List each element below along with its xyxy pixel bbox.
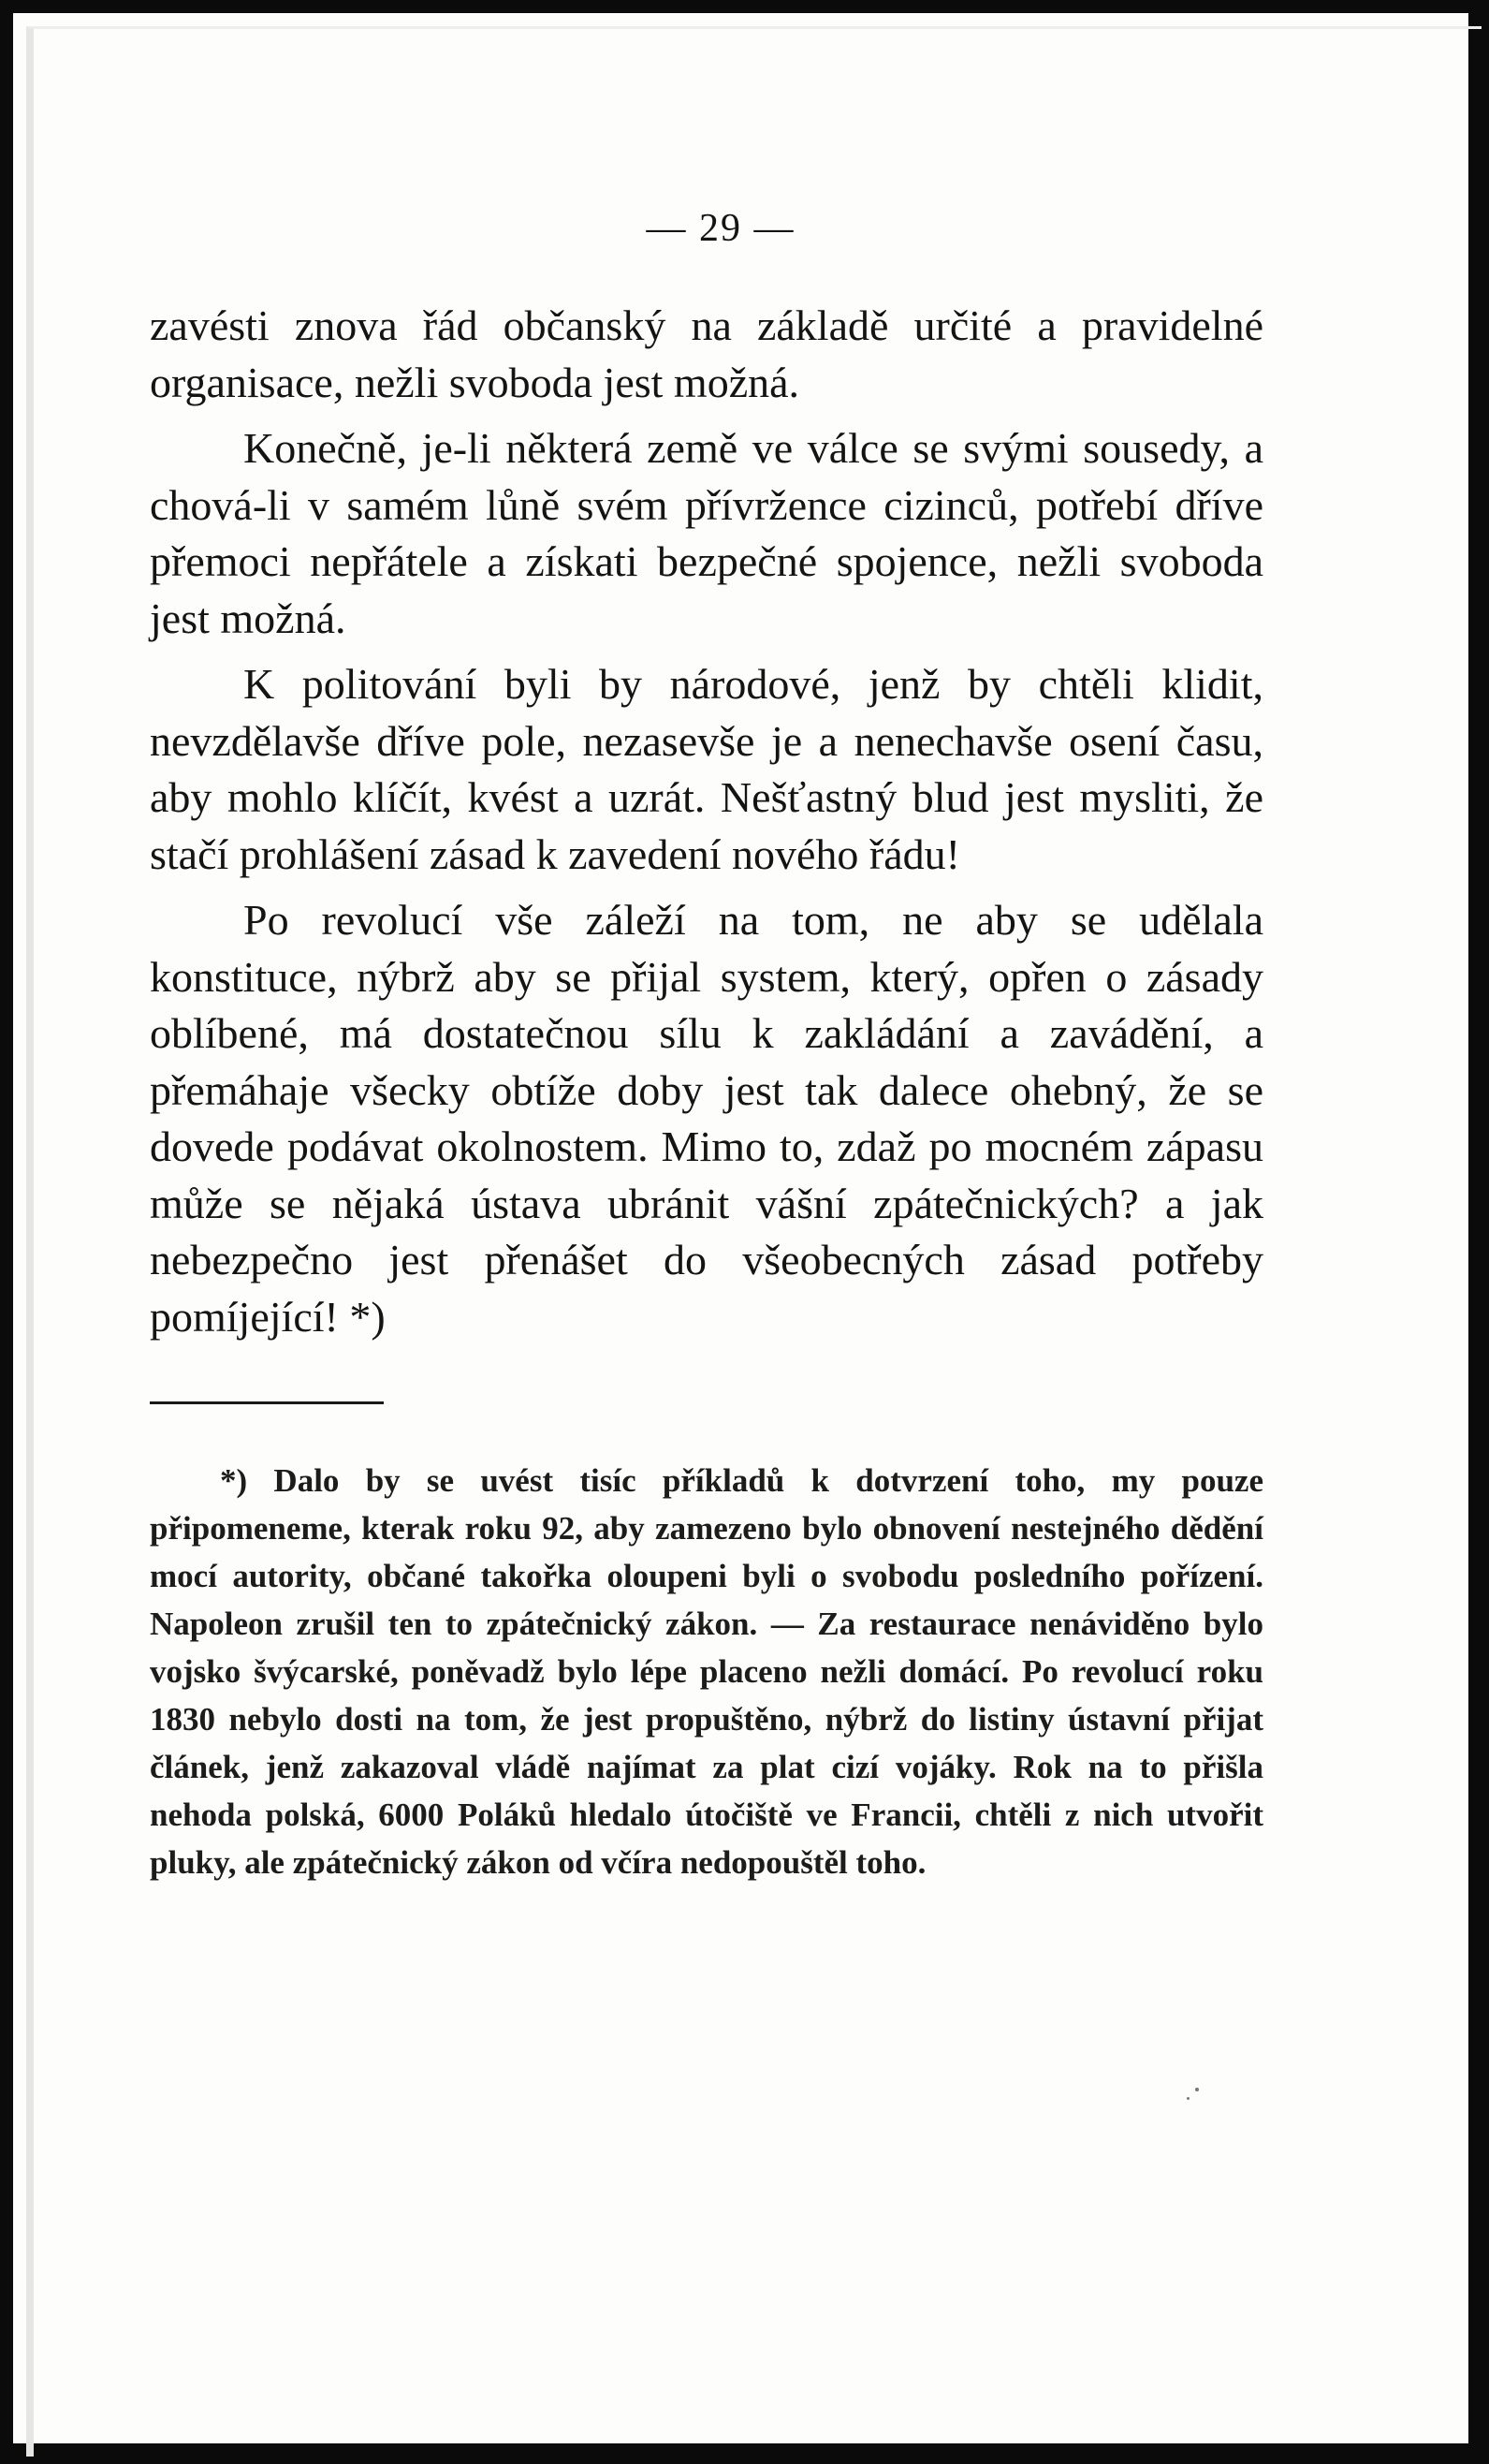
footnote-text: *) Dalo by se uvést tisíc příkladů k dotvrzení toho, my pouze připomeneme, kterak roku 92, aby zamezeno bylo obnovení nestejného dědění mocí autority, občané takořka oloupeni byli o svobodu posledního pořízení. Napoleon zrušil ten to zpátečnický zákon. — Za restaurace nenáviděno bylo vojsko švýcarské, poněvadž bylo lépe placeno nežli domácí. Po revolucí roku 1830 nebylo dosti na tom, že jest propuštěno, nýbrž do listiny ústavní přijat článek, jenž zakazoval vládě najímat za plat cizí vojáky. Rok na to přišla nehoda polská, 6000 Poláků hledalo útočiště ve Francii, chtěli z nich utvořit pluky, ale zpátečnický zákon od včíra nedopouštěl toho. — [150, 1462, 1263, 1881]
paragraph-4: Po revolucí vše záleží na tom, ne aby se udělala konstituce, nýbrž aby se přijal system, který, opřen o zásady oblíbené, má dostatečnou sílu k zakládání a zavádění, a přemáhaje všecky obtíže doby jest tak dalece ohebný, že se dovede podávat okolnostem. Mimo to, zdaž po mocném zápasu může se nějaká ústava ubránit vášní zpátečnických? a jak nebezpečno jest přenášet do všeobecných zásad potřeby pomíjející! *) — [150, 896, 1263, 1341]
body-text — [150, 298, 1263, 1345]
paragraph-3: K politování byli by národové, jenž by chtěli klidit, nevzdělavše dříve pole, nezasevše je a nenechavše osení času, aby mohlo klíčít, kvést a uzrát. Nešťastný blud jest mysliti, že stačí prohlášení zásad k zavedení nového řádu! — [150, 660, 1263, 878]
scan-speck — [1187, 2097, 1190, 2100]
page-number: — 29 — — [646, 207, 796, 250]
scan-speck — [1195, 2088, 1199, 2091]
paragraph-2: Konečně, je-li některá země ve válce se svými sousedy, a chová-li v samém lůně svém přívržence cizinců, potřebí dříve přemoci nepřátele a získati bezpečné spojence, nežli svoboda jest možná. — [150, 424, 1263, 642]
paragraph-1: zavésti znova řád občanský na základě určité a pravidelné organisace, nežli svoboda jest možná. — [150, 301, 1263, 406]
book-page — [150, 206, 1263, 1886]
footnote — [150, 1457, 1263, 1886]
footnote-separator — [150, 1401, 384, 1404]
